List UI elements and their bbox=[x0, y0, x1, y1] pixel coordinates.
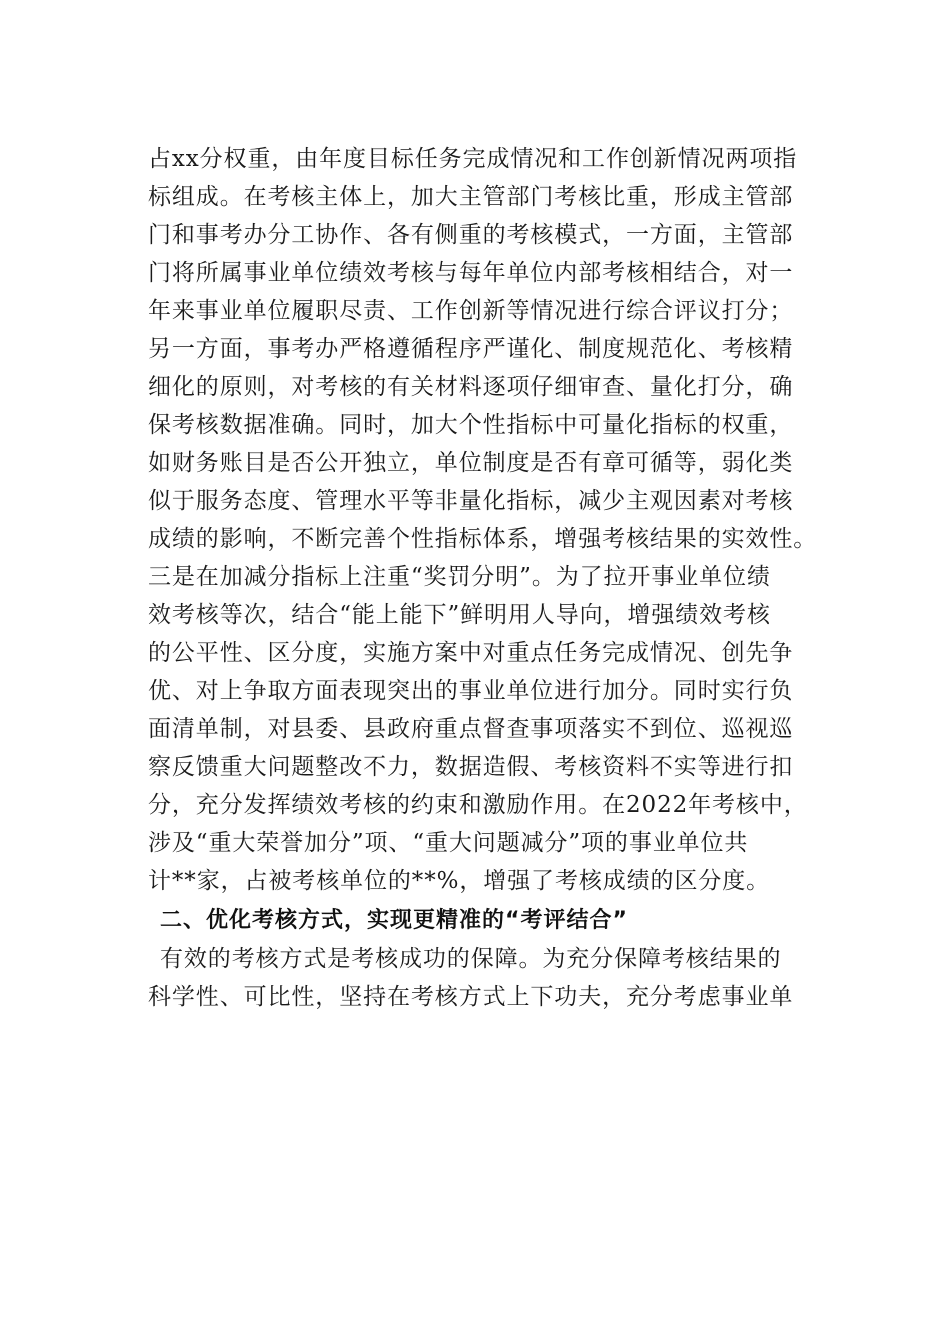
paragraph-line: 占xx分权重，由年度目标任务完成情况和工作创新情况两项指 bbox=[148, 146, 798, 172]
paragraph-line: 科学性、可比性，坚持在考核方式上下功夫，充分考虑事业单 bbox=[148, 984, 794, 1010]
paragraph-line: 面清单制，对县委、县政府重点督查事项落实不到位、巡视巡 bbox=[148, 716, 794, 742]
section-heading: 二、优化考核方式，实现更精准的“考评结合” bbox=[160, 908, 628, 933]
paragraph-line: 分，充分发挥绩效考核的约束和激励作用。在2022年考核中， bbox=[148, 792, 808, 818]
paragraph-line: 另一方面，事考办严格遵循程序严谨化、制度规范化、考核精 bbox=[148, 336, 794, 362]
paragraph-line: 优、对上争取方面表现突出的事业单位进行加分。同时实行负 bbox=[148, 678, 794, 704]
paragraph-line: 察反馈重大问题整改不力，数据造假、考核资料不实等进行扣 bbox=[148, 754, 794, 780]
paragraph-line: 的公平性、区分度，实施方案中对重点任务完成情况、创先争 bbox=[148, 640, 794, 666]
paragraph-line: 细化的原则，对考核的有关材料逐项仔细审查、量化打分，确 bbox=[148, 374, 794, 400]
paragraph-line: 年来事业单位履职尽责、工作创新等情况进行综合评议打分； bbox=[148, 298, 794, 324]
paragraph-line: 效考核等次，结合“能上能下”鲜明用人导向，增强绩效考核 bbox=[148, 602, 771, 628]
paragraph-line: 涉及“重大荣誉加分”项、“重大问题减分”项的事业单位共 bbox=[148, 830, 749, 856]
paragraph-line: 似于服务态度、管理水平等非量化指标，减少主观因素对考核 bbox=[148, 488, 794, 514]
paragraph-line: 计**家，占被考核单位的**%，增强了考核成绩的区分度。 bbox=[148, 868, 771, 894]
paragraph-line: 有效的考核方式是考核成功的保障。为充分保障考核结果的 bbox=[160, 946, 782, 972]
paragraph-line: 标组成。在考核主体上，加大主管部门考核比重，形成主管部 bbox=[148, 184, 794, 210]
paragraph-line: 保考核数据准确。同时，加大个性指标中可量化指标的权重， bbox=[148, 412, 794, 438]
paragraph-line: 如财务账目是否公开独立，单位制度是否有章可循等，弱化类 bbox=[148, 450, 794, 476]
paragraph-line: 成绩的影响，不断完善个性指标体系，增强考核结果的实效性。 bbox=[148, 526, 818, 552]
paragraph-line: 门将所属事业单位绩效考核与每年单位内部考核相结合，对一 bbox=[148, 260, 794, 286]
paragraph-line: 门和事考办分工协作、各有侧重的考核模式，一方面，主管部 bbox=[148, 222, 794, 248]
paragraph-line: 三是在加减分指标上注重“奖罚分明”。为了拉开事业单位绩 bbox=[148, 564, 771, 590]
